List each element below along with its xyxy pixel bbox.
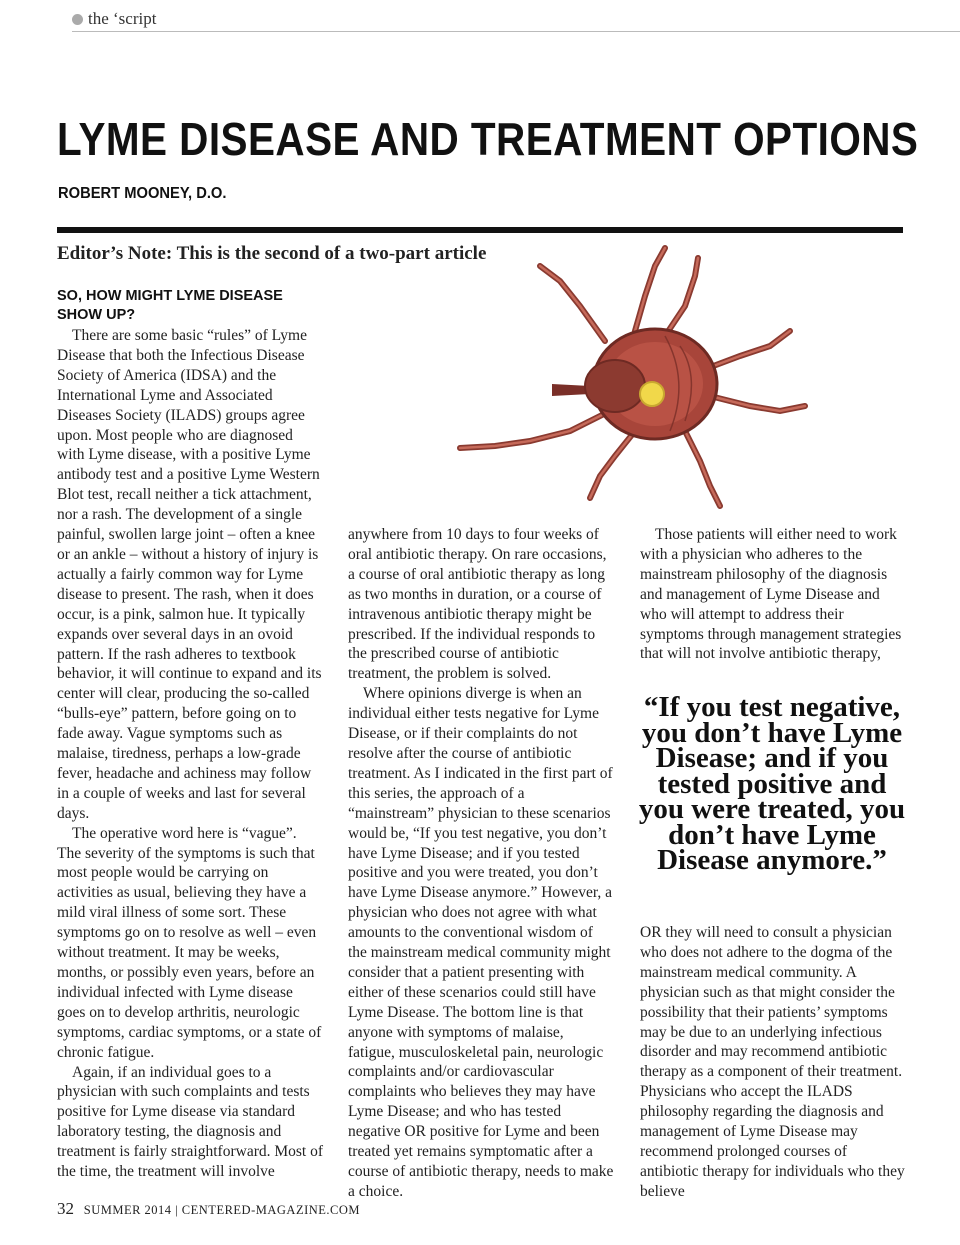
- top-rule: [72, 31, 960, 32]
- page-number: 32: [57, 1199, 74, 1218]
- author-byline: ROBERT MOONEY, D.O.: [58, 185, 227, 202]
- paragraph: The operative word here is “vague”. The severity of the symptoms is such that most people would be carrying on activities as usual, believing they have a mild viral illness of some sort. These symptoms go on to resolve as well – even without treatment. It may be weeks, months, or possibly even years, before an individual infected with Lyme disease goes on to develop arthritis, neurologic symptoms, cardiac symptoms, or a state of chronic fatigue.: [57, 824, 322, 1061]
- section-subhead: SO, HOW MIGHT LYME DISEASE SHOW UP?: [57, 288, 283, 323]
- tick-illustration: [440, 236, 820, 516]
- column-3-bottom: [640, 923, 906, 1202]
- paragraph: OR they will need to consult a physician who does not adhere to the dogma of the mainstream medical community. A physician such as that might consider the possibility that their patients’ symptoms may be due to an underlying infectious disorder and may recommend antibiotic therapy as a component of their treatment. Physicians who accept the ILADS philosophy regarding the diagnosis and management of Lyme Disease may recommend prolonged courses of antibiotic therapy for individuals who they believe: [640, 924, 905, 1200]
- page-footer: [57, 1199, 360, 1219]
- paragraph: anywhere from 10 days to four weeks of oral antibiotic therapy. On rare occasions, a course of oral antibiotic therapy as long as two months in duration, or a course of intravenous antibiotic therapy might be prescribed. If the individual responds to the prescribed course of antibiotic treatment, the problem is solved.: [348, 526, 607, 683]
- paragraph: There are some basic “rules” of Lyme Disease that both the Infectious Disease Society of America (IDSA) and the International Lyme and Associated Diseases Society (ILADS) groups agree upon. Most people who are diagnosed with Lyme disease, with a positive Lyme antibody test and a positive Lyme Western Blot test, recall neither a tick attachment, nor a rash. The development of a single painful, swollen large joint – often a knee or an ankle – without a history of injury is actually a fairly common way for Lyme disease to present. The rash, when it does occur, is a pink, salmon hue. It typically expands over several days in an ovoid pattern. If the rash adheres to textbook behavior, it will continue to expand and its center will clear, producing the so-called “bulls-eye” pattern, before going on to fade away. Vague symptoms such as malaise, tiredness, perhaps a low-grade fever, headache and achiness may follow in a couple of weeks and last for several days.: [57, 327, 322, 822]
- column-3-top: [640, 525, 906, 664]
- section-label: the ‘script: [88, 9, 157, 28]
- editor-note: Editor’s Note: This is the second of a two-part article: [57, 243, 487, 264]
- title-divider: [57, 227, 903, 233]
- section-tag: [72, 9, 156, 29]
- column-2: [348, 525, 614, 1202]
- tick-spot: [640, 382, 664, 406]
- article-title: LYME DISEASE AND TREATMENT OPTIONS: [57, 113, 919, 165]
- pull-quote: “If you test negative, you don’t have Lyme Disease; and if you tested positive and you were treated, you don’t have Lyme Disease anymore.”: [638, 691, 906, 876]
- paragraph: Those patients will either need to work with a physician who adheres to the mainstream philosophy of the diagnosis and management of Lyme Disease and who will attempt to address their symptoms through management strategies that will not involve antibiotic therapy,: [640, 526, 902, 663]
- paragraph: Again, if an individual goes to a physician with such complaints and tests positive for Lyme disease via standard laboratory testing, the diagnosis and treatment is fairly straightforward. Most of the time, the treatment will involve: [57, 1063, 324, 1181]
- issue-info: SUMMER 2014 | CENTERED-MAGAZINE.COM: [83, 1203, 361, 1217]
- paragraph: Where opinions diverge is when an individual either tests negative for Lyme Disease, or if their complaints do not resolve after the course of antibiotic treatment. As I indicated in the first part of this series, the approach of a “mainstream” physician to these scenarios would be, “If you test negative, you don’t have Lyme Disease; and if you tested positive and you were treated, you don’t have Lyme Disease anymore.” However, a physician who does not agree with what amounts to the conventional wisdom of the mainstream medical community might consider that a patient presenting with either of these scenarios could still have Lyme Disease. The bottom line is that anyone with symptoms of malaise, fatigue, musculoskeletal pain, neurologic complaints and/or cardiovascular complaints who believes they may have Lyme Disease; and who has tested negative OR positive for Lyme and been treated yet remains symptomatic after a course of antibiotic therapy, needs to make a choice.: [348, 685, 614, 1200]
- bullet-dot-icon: [72, 14, 83, 25]
- column-1: [57, 287, 323, 1182]
